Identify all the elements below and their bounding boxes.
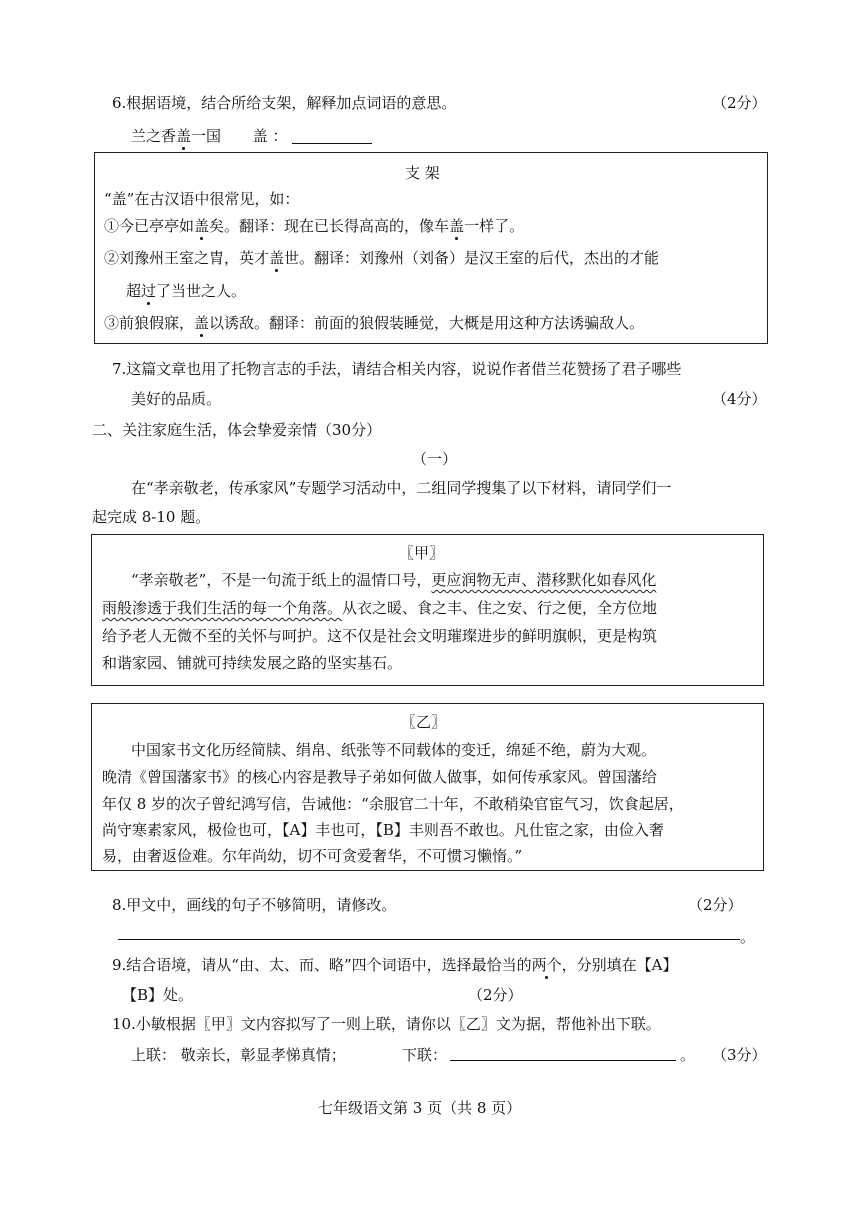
jia-underlined-sentence: 更应润物无声、潜移默化如春风化 <box>431 571 657 589</box>
support-example-2-cont: 超过了当世之人。 <box>126 282 247 300</box>
yi-line-2: 晚清《曾国藩家书》的核心内容是教导子弟如何做人做事，如何传承家风。曾国藩给 <box>102 768 658 786</box>
section2-intro-1: 在“孝亲敬老，传承家风”专题学习活动中，二组同学搜集了以下材料，请同学们一 <box>131 479 672 497</box>
q7-line1: 7.这篇文章也用了托物言志的手法，请结合相关内容，说说作者借兰花赞扬了君子哪些 <box>112 360 682 378</box>
q10-answer-blank[interactable] <box>450 1046 676 1061</box>
q10-end-mark: 。 <box>680 1046 696 1064</box>
support-example-3: ③前狼假寐，盖以诱敌。翻译：前面的狼假装睡觉，大概是用这种方法诱骗敌人。 <box>104 314 645 332</box>
q10-upper-couplet: 上联： 敬亲长，彰显孝悌真情； <box>131 1046 346 1064</box>
jia-line-2: 雨般渗透于我们生活的每一个角落。从衣之暖、食之丰、住之安、行之便，全方位地 <box>102 599 658 617</box>
q6-prompt-pre: 兰之香 <box>131 127 177 145</box>
q6-dotted-word: 盖 <box>176 127 192 145</box>
q8-score: （2分） <box>688 896 743 914</box>
q9-line2: 【B】处。 <box>122 986 194 1004</box>
yi-title: 〖乙〗 <box>401 713 447 731</box>
section2-heading: 二、关注家庭生活，体会挚爱亲情（30分） <box>92 421 382 439</box>
jia-title: 〖甲〗 <box>399 544 445 562</box>
yi-line-1: 中国家书文化历经简牍、绢帛、纸张等不同载体的变迁，绵延不绝，蔚为大观。 <box>131 741 657 759</box>
q6-question: 6.根据语境，结合所给支架，解释加点词语的意思。 <box>112 94 457 112</box>
q9-score: （2分） <box>468 986 523 1004</box>
q10-score: （3分） <box>712 1046 767 1064</box>
q6-score: （2分） <box>712 94 767 112</box>
q9-line1: 9.结合语境，请从“由、太、而、略”四个词语中，选择最恰当的两个，分别填在【A】 <box>112 956 678 974</box>
yi-line-3: 年仅 8 岁的次子曾纪鸿写信，告诫他：“余服官二十年，不敢稍染官宦气习，饮食起居， <box>102 795 684 813</box>
q8-question: 8.甲文中，画线的句子不够简明，请修改。 <box>112 896 397 914</box>
yi-line-4: 尚守寒素家风，极俭也可，【A】丰也可，【B】丰则吾不敢也。凡仕宦之家，由俭入奢 <box>102 821 664 839</box>
support-example-1: ①今已亭亭如盖矣。翻译：现在已长得高高的，像车盖一样了。 <box>104 217 525 235</box>
q6-answer-blank[interactable] <box>292 129 372 144</box>
support-intro: “盖”在古汉语中很常见，如： <box>104 190 300 208</box>
q10-question: 10.小敏根据〖甲〗文内容拟写了一则上联，请你以〖乙〗文为据，帮他补出下联。 <box>112 1015 661 1033</box>
q6-prompt <box>131 129 372 144</box>
support-title: 支 架 <box>405 164 440 182</box>
jia-line-1: “孝亲敬老”，不是一句流于纸上的温情口号，更应润物无声、潜移默化如春风化 <box>131 571 657 589</box>
q8-answer-blank[interactable] <box>118 925 740 940</box>
jia-line-3: 给予老人无微不至的关怀与呵护。这不仅是社会文明璀璨进步的鲜明旗帜，更是构筑 <box>102 627 658 645</box>
jia-line-4: 和谐家园、铺就可持续发展之路的坚实基石。 <box>102 654 403 672</box>
section2-subheading: （一） <box>412 450 458 468</box>
q6-prompt-post: 一国 <box>191 127 222 145</box>
q8-end-mark: 。 <box>740 928 756 946</box>
support-example-2: ②刘豫州王室之胄，英才盖世。翻译：刘豫州（刘备）是汉王室的后代，杰出的才能 <box>104 249 660 267</box>
section2-intro-2: 起完成 8-10 题。 <box>92 508 211 526</box>
q9-dotted-word: 两个 <box>531 956 562 974</box>
q10-lower-label: 下联： <box>402 1046 448 1064</box>
q7-line2: 美好的品质。 <box>131 390 222 408</box>
yi-line-5: 易，由奢返俭难。尔年尚幼，切不可贪爱奢华，不可惯习懒惰。” <box>102 847 523 865</box>
q7-score: （4分） <box>712 390 767 408</box>
q6-word-label: 盖 ： <box>252 127 288 145</box>
page-footer: 七年级语文第 3 页（共 8 页） <box>318 1099 522 1117</box>
